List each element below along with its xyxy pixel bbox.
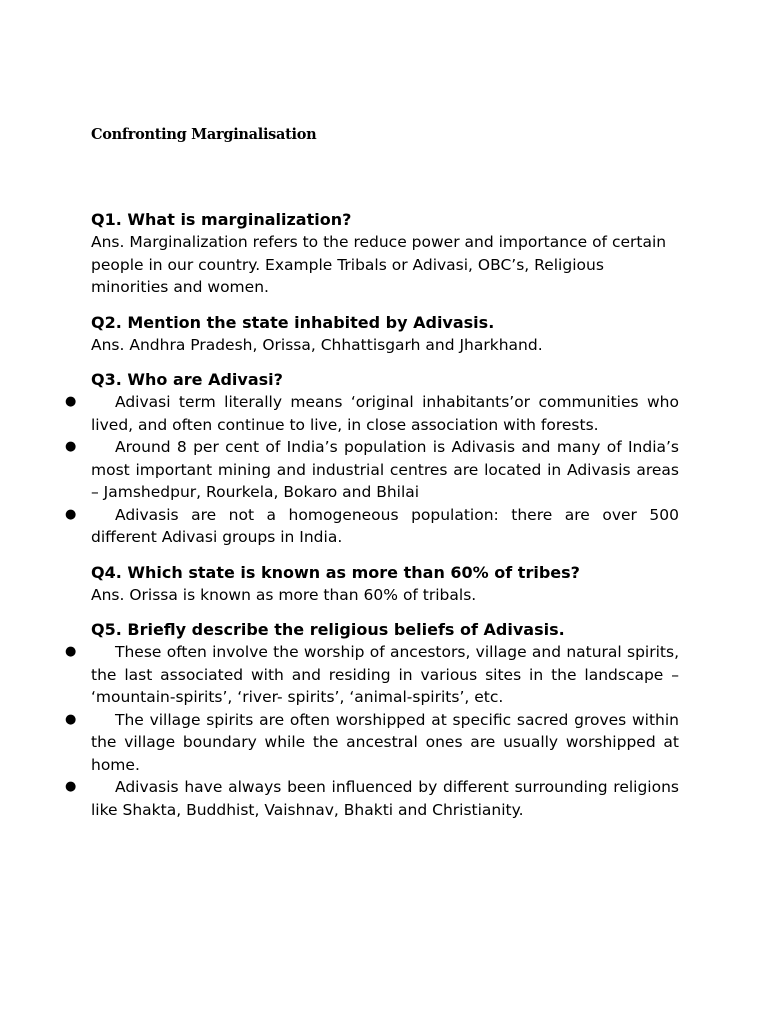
list-item: ● Around 8 per cent of India’s population is Adivasis and many of India’s most important mining and industrial centres are located in Adivasis areas – Jamshedpur, Rourkela, Bokaro and Bhilai [65, 438, 679, 501]
bullet-icon: ● [65, 394, 77, 409]
question-3-section [65, 368, 679, 549]
answer-4: Ans. Orissa is known as more than 60% of tribals. [91, 585, 477, 604]
question-5-section [65, 618, 679, 821]
document-body [65, 208, 679, 821]
question-3: Q3. Who are Adivasi? [91, 370, 283, 389]
bullet-icon: ● [65, 711, 77, 727]
bullet-icon: ● [65, 779, 77, 794]
question-1-section [91, 208, 679, 299]
bullet-icon: ● [65, 439, 77, 454]
list-item: ● These often involve the worship of ancestors, village and natural spirits, the last associated with and residing in various sites in the landscape – ‘mountain-spirits’, ‘river- spirits’, ‘animal-spirits’, etc. [65, 643, 679, 706]
question-5: Q5. Briefly describe the religious beliefs of Adivasis. [91, 620, 565, 639]
question-1: Q1. What is marginalization? [91, 210, 352, 229]
question-4-section [91, 561, 679, 607]
bullet-icon: ● [65, 644, 77, 659]
question-2-section [91, 311, 679, 357]
question-2: Q2. Mention the state inhabited by Adivasis. [91, 312, 495, 332]
list-item: ● Adivasis have always been influenced by different surrounding religions like Shakta, Buddhist, Vaishnav, Bhakti and Christianity. [65, 778, 679, 819]
answer-1: Ans. Marginalization refers to the reduce power and importance of certain people in our country. Example Tribals or Adivasi, OBC’s, Religious minorities and women. [91, 233, 667, 296]
question-4: Q4. Which state is known as more than 60% of tribes? [91, 562, 580, 582]
answer-5-list [65, 641, 679, 821]
document-title: Confronting Marginalisation [91, 126, 317, 143]
list-item: ● Adivasis are not a homogeneous population: there are over 500 different Adivasi groups in India. [65, 505, 679, 546]
list-item: ● Adivasi term literally means ‘original inhabitants’or communities who lived, and often continue to live, in close association with forests. [65, 393, 679, 434]
answer-3-list [65, 391, 679, 549]
bullet-icon: ● [65, 506, 77, 522]
list-item: ● The village spirits are often worshipped at specific sacred groves within the village boundary while the ancestral ones are usually worshipped at home. [65, 710, 679, 774]
answer-2: Ans. Andhra Pradesh, Orissa, Chhattisgarh and Jharkhand. [91, 335, 543, 354]
